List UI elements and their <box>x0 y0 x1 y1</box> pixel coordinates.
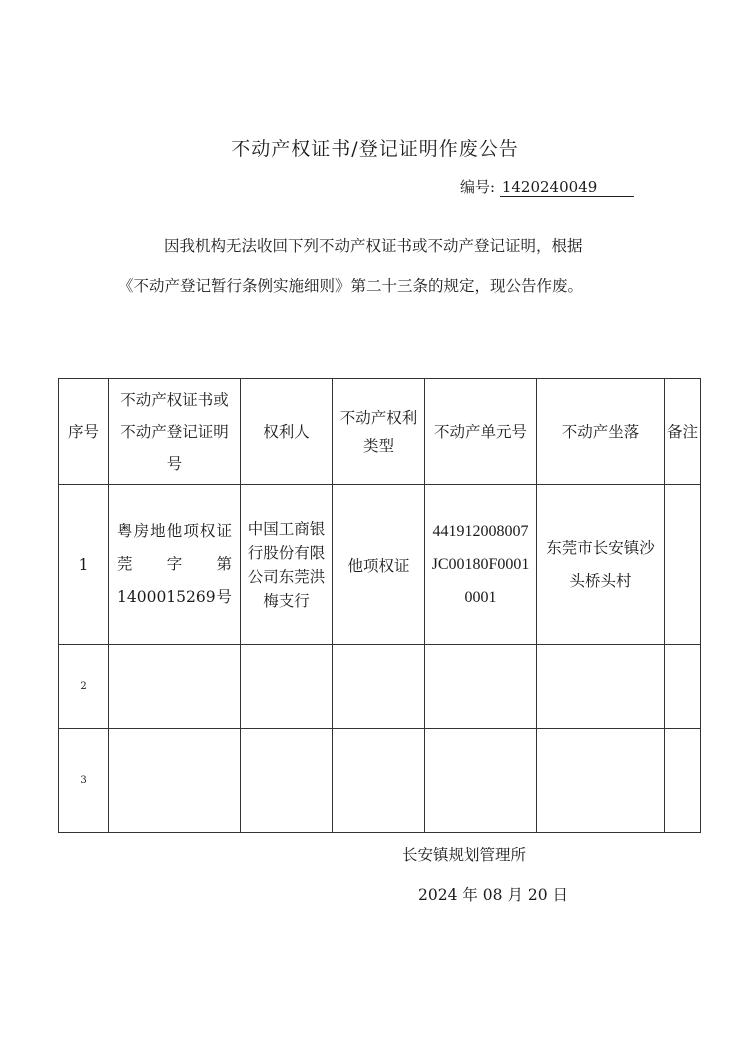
cell-seq: 2 <box>59 645 109 729</box>
header-right-type: 不动产权利类型 <box>333 379 425 485</box>
cell-holder: 中国工商银行股份有限公司东莞洪梅支行 <box>241 485 333 645</box>
cell-right-type <box>333 729 425 833</box>
document-number-label: 编号: <box>460 178 496 196</box>
announcement-line-1: 因我机构无法收回下列不动产权证书或不动产登记证明，根据 <box>164 237 583 255</box>
cell-holder <box>241 645 333 729</box>
table-row <box>59 729 701 833</box>
cell-cert <box>109 729 241 833</box>
header-holder: 权利人 <box>241 379 333 485</box>
cell-location <box>537 645 665 729</box>
table-row <box>59 485 701 645</box>
cell-seq: 1 <box>59 485 109 645</box>
header-location: 不动产坐落 <box>537 379 665 485</box>
cell-holder <box>241 729 333 833</box>
cell-cert: 粤房地他项权证莞字第1400015269号 <box>109 485 241 645</box>
cell-unit-no: 441912008007JC00180F00010001 <box>425 485 537 645</box>
cell-right-type <box>333 645 425 729</box>
cell-note <box>665 645 701 729</box>
header-unit-no: 不动产单元号 <box>425 379 537 485</box>
cell-seq: 3 <box>59 729 109 833</box>
table-row <box>59 645 701 729</box>
announcement-line-2: 《不动产登记暂行条例实施细则》第二十三条的规定，现公告作废。 <box>118 277 584 295</box>
cell-unit-no <box>425 645 537 729</box>
header-note: 备注 <box>665 379 701 485</box>
header-seq: 序号 <box>59 379 109 485</box>
document-number <box>460 176 634 197</box>
cell-note <box>665 729 701 833</box>
table-header-row <box>59 379 701 485</box>
cell-cert <box>109 645 241 729</box>
cell-location: 东莞市长安镇沙头桥头村 <box>537 485 665 645</box>
document-number-value: 1420240049 <box>500 179 634 197</box>
void-certificate-table <box>58 378 701 833</box>
cell-unit-no <box>425 729 537 833</box>
header-cert: 不动产权证书或不动产登记证明号 <box>109 379 241 485</box>
cell-right-type: 他项权证 <box>333 485 425 645</box>
cell-note <box>665 485 701 645</box>
issuing-organization: 长安镇规划管理所 <box>402 846 527 864</box>
cell-location <box>537 729 665 833</box>
issue-date: 2024 年 08 月 20 日 <box>418 886 569 904</box>
page-title: 不动产权证书/登记证明作废公告 <box>231 138 519 160</box>
